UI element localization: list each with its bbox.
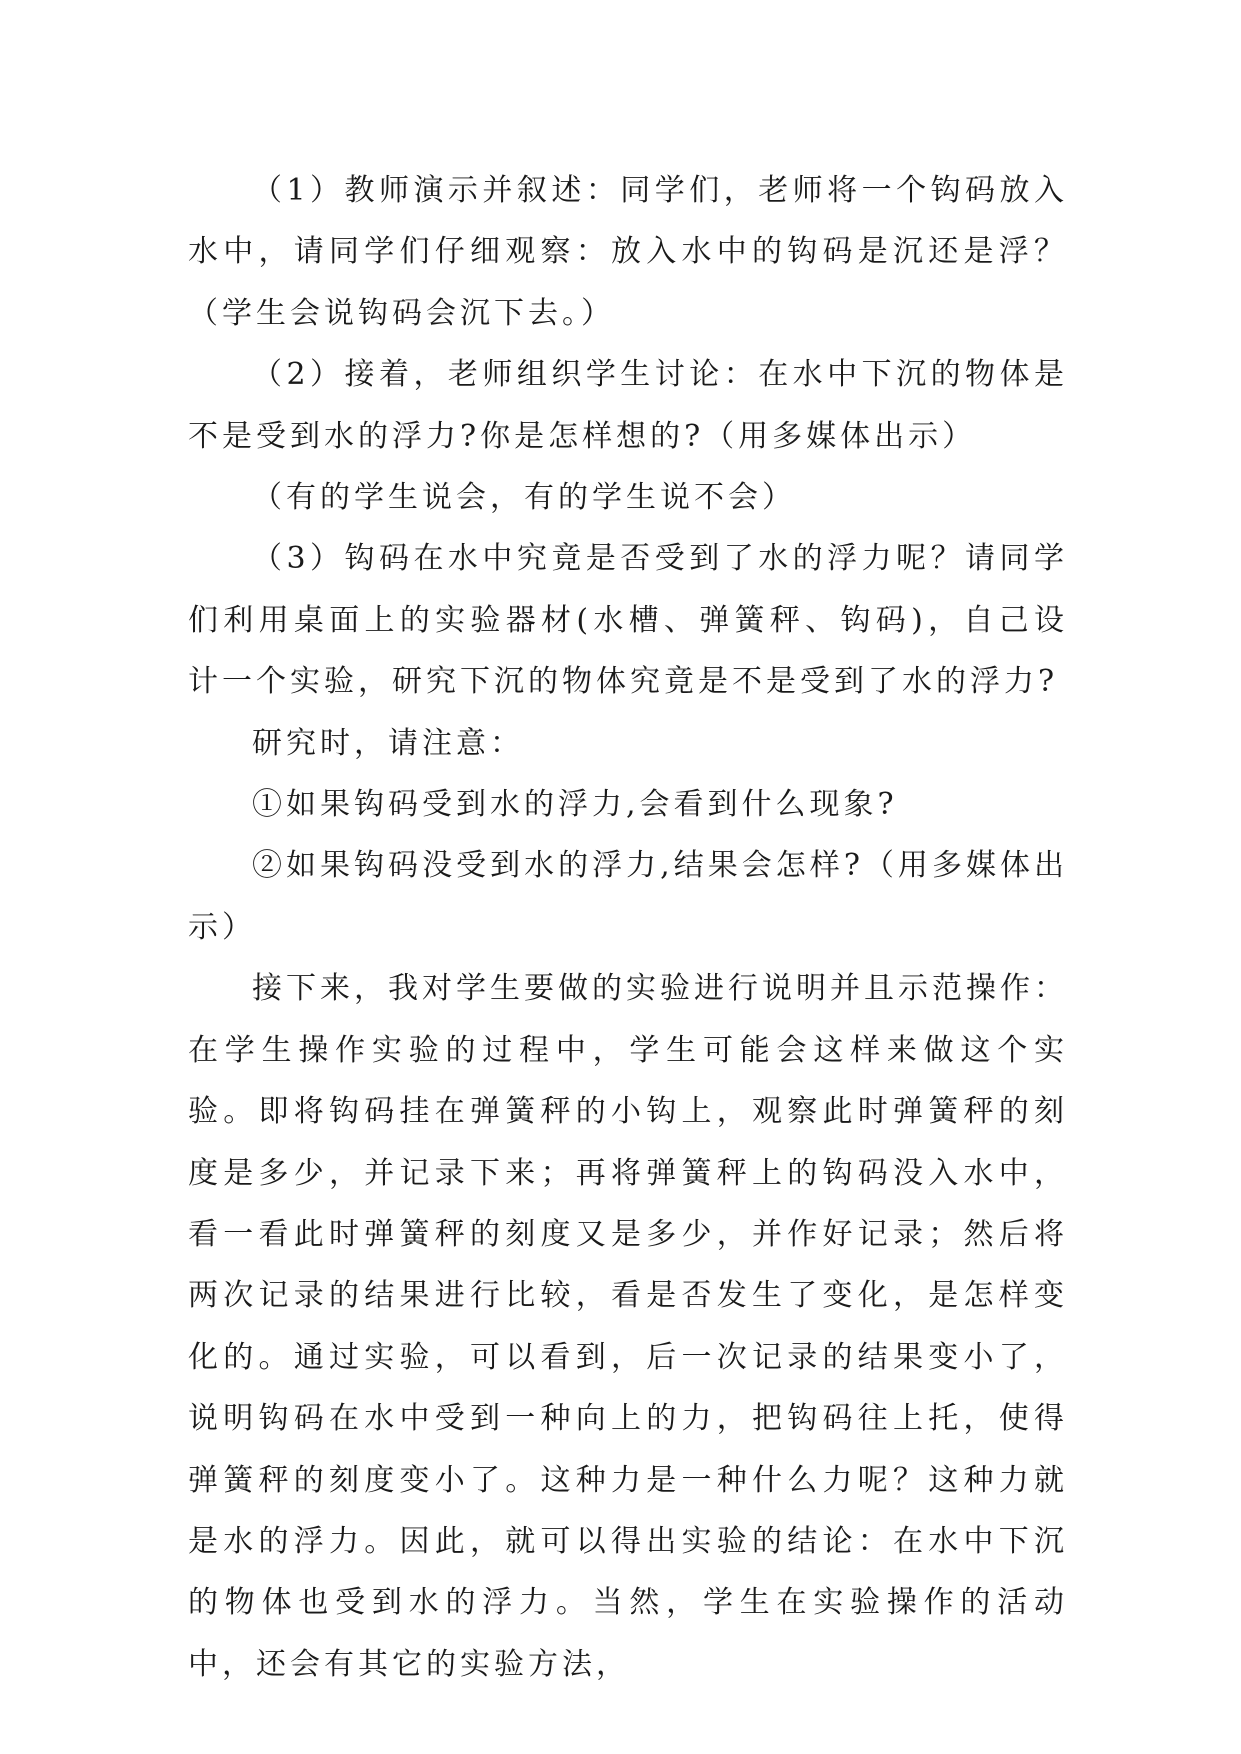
paragraph-experiment-explanation: 接下来，我对学生要做的实验进行说明并且示范操作：在学生操作实验的过程中，学生可能会这样来做这个实验。即将钩码挂在弹簧秤的小钩上，观察此时弹簧秤的刻度是多少，并记录下来；再将弹簧秤上的钩码没入水中，看一看此时弹簧秤的刻度又是多少，并作好记录；然后将两次记录的结果进行比较，看是否发生了变化，是怎样变化的。通过实验，可以看到，后一次记录的结果变小了，说明钩码在水中受到一种向上的力，把钩码往上托，使得弹簧秤的刻度变小了。这种力是一种什么力呢？这种力就是水的浮力。因此，就可以得出实验的结论：在水中下沉的物体也受到水的浮力。当然，学生在实验操作的活动中，还会有其它的实验方法， (188, 971, 1068, 1682)
document-body (188, 160, 1068, 1695)
paragraph-note-item-1: ①如果钩码受到水的浮力,会看到什么现象? (252, 787, 898, 823)
paragraph-research-note: 研究时，请注意： (252, 725, 524, 761)
paragraph-student-response: （有的学生说会，有的学生说不会） (252, 480, 796, 516)
paragraph-step-3: （3）钩码在水中究竟是否受到了水的浮力呢？请同学们利用桌面上的实验器材(水槽、弹簧秤、钩码)，自己设计一个实验，研究下沉的物体究竟是不是受到了水的浮力? (188, 541, 1068, 700)
paragraph-step-1: （1）教师演示并叙述：同学们，老师将一个钩码放入水中，请同学们仔细观察：放入水中的钩码是沉还是浮？（学生会说钩码会沉下去。） (188, 173, 1068, 331)
paragraph-note-item-2: ②如果钩码没受到水的浮力,结果会怎样?（用多媒体出示） (188, 848, 1068, 945)
paragraph-step-2: （2）接着，老师组织学生讨论：在水中下沉的物体是不是受到水的浮力?你是怎样想的?（用多媒体出示） (188, 357, 1068, 454)
